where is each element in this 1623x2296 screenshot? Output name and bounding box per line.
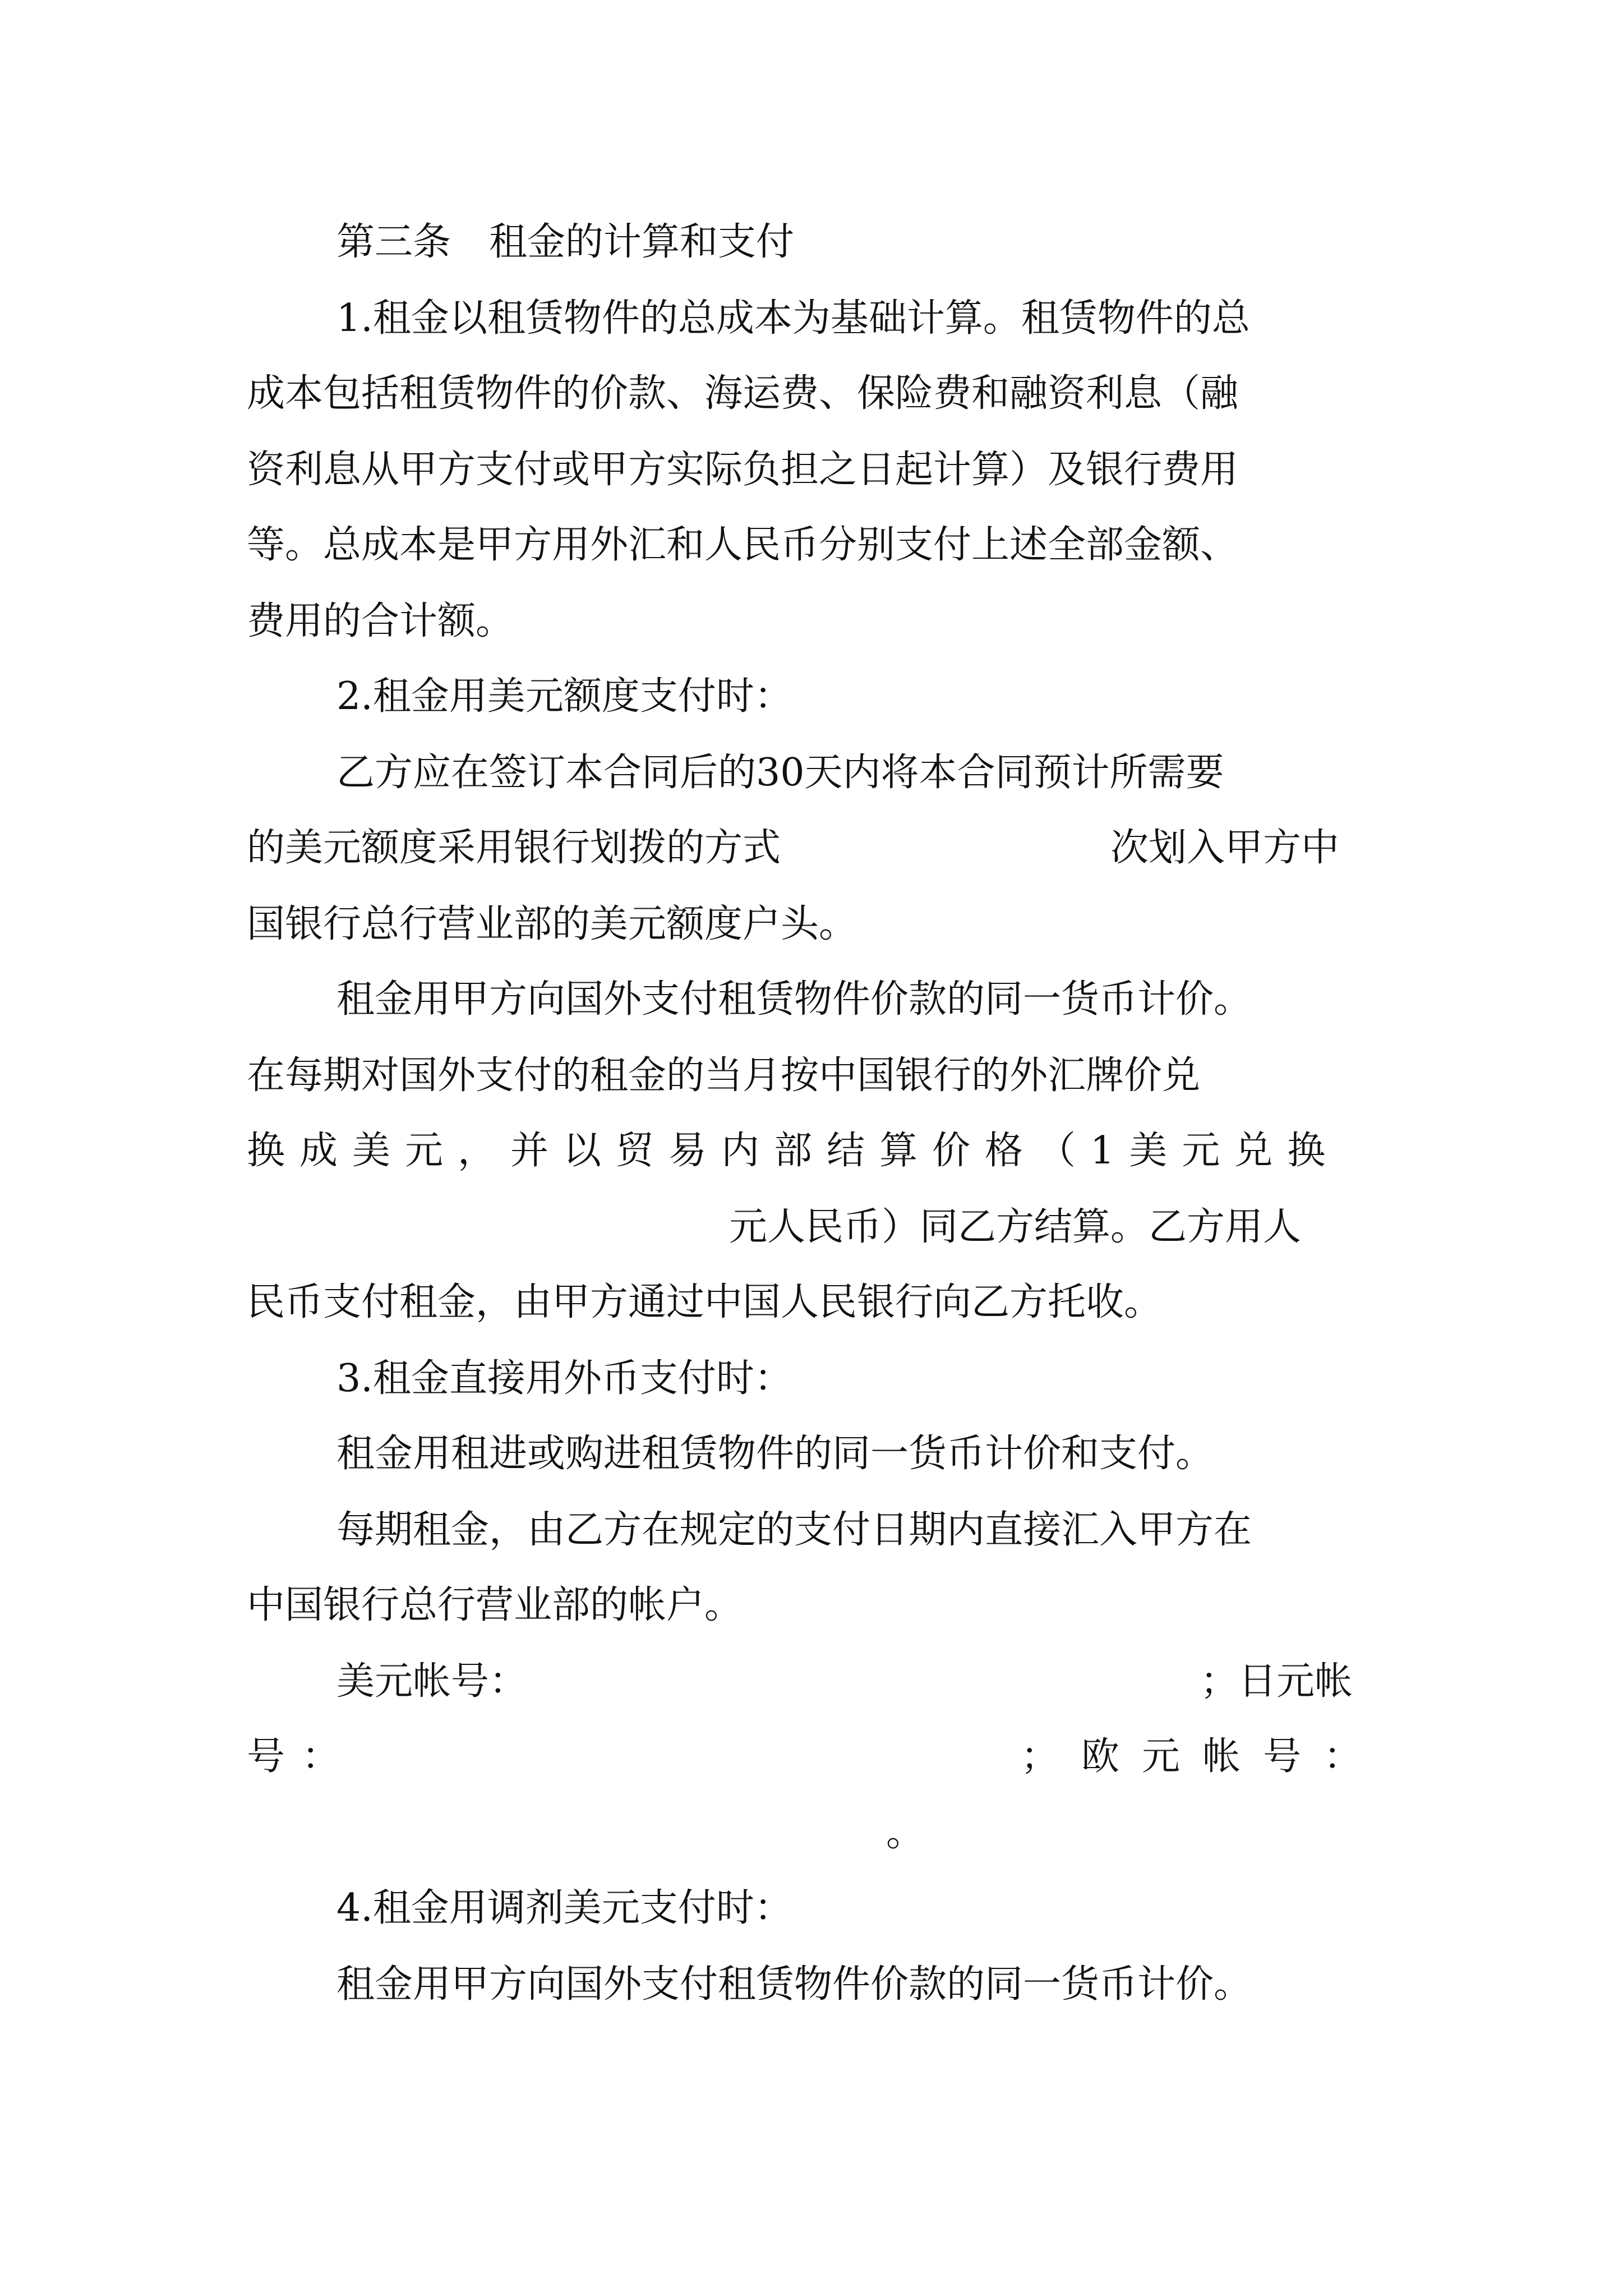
paragraph-line: 租金用租进或购进租赁物件的同一货币计价和支付。 <box>336 1432 1214 1476</box>
paragraph-line: 在每期对国外支付的租金的当月按中国银行的外汇牌价兑 <box>247 1053 1201 1098</box>
account-label-cont: 号： <box>247 1734 357 1779</box>
paragraph-line: 租金用甲方向国外支付租赁物件价款的同一货币计价。 <box>336 1962 1252 2007</box>
paragraph-line: 国银行总行营业部的美元额度户头。 <box>247 902 857 946</box>
paragraph-line: 费用的合计额。 <box>247 599 514 643</box>
paragraph-line: 民币支付租金，由甲方通过中国人民银行向乙方托收。 <box>247 1280 1163 1324</box>
paragraph-line: 每期租金，由乙方在规定的支付日期内直接汇入甲方在 <box>336 1508 1252 1552</box>
usd-account-label: 美元帐号： <box>336 1659 528 1704</box>
clause-heading: 4.租金用调剂美元支付时： <box>336 1886 792 1930</box>
paragraph-line: 中国银行总行营业部的帐户。 <box>247 1583 743 1627</box>
paragraph-line: 等。总成本是甲方用外汇和人民币分别支付上述全部金额、 <box>247 523 1239 567</box>
section-heading: 第三条 租金的计算和支付 <box>336 220 795 264</box>
eur-account-label: ；欧元帐号： <box>1021 1734 1385 1779</box>
period-mark: 。 <box>886 1811 925 1855</box>
clause-heading: 3.租金直接用外币支付时： <box>336 1356 792 1401</box>
paragraph-line: 元人民币）同乙方结算。乙方用人 <box>729 1205 1302 1249</box>
clause-heading: 2.租金用美元额度支付时： <box>336 674 792 719</box>
paragraph-line: 换成美元，并以贸易内部结算价格（1美元兑换 <box>247 1129 1340 1173</box>
jpy-account-label: ；日元帐 <box>1200 1659 1353 1704</box>
paragraph-line: 乙方应在签订本合同后的30天内将本合同预计所需要 <box>336 751 1224 795</box>
paragraph-line: 次划入甲方中 <box>1110 826 1340 870</box>
paragraph-line: 成本包括租赁物件的价款、海运费、保险费和融资利息（融 <box>247 371 1239 416</box>
paragraph-line: 租金用甲方向国外支付租赁物件价款的同一货币计价。 <box>336 977 1252 1022</box>
paragraph-line: 1.租金以租赁物件的总成本为基础计算。租赁物件的总 <box>336 296 1250 341</box>
paragraph-line: 资利息从甲方支付或甲方实际负担之日起计算）及银行费用 <box>247 448 1239 492</box>
paragraph-line: 的美元额度采用银行划拨的方式 <box>247 826 781 870</box>
